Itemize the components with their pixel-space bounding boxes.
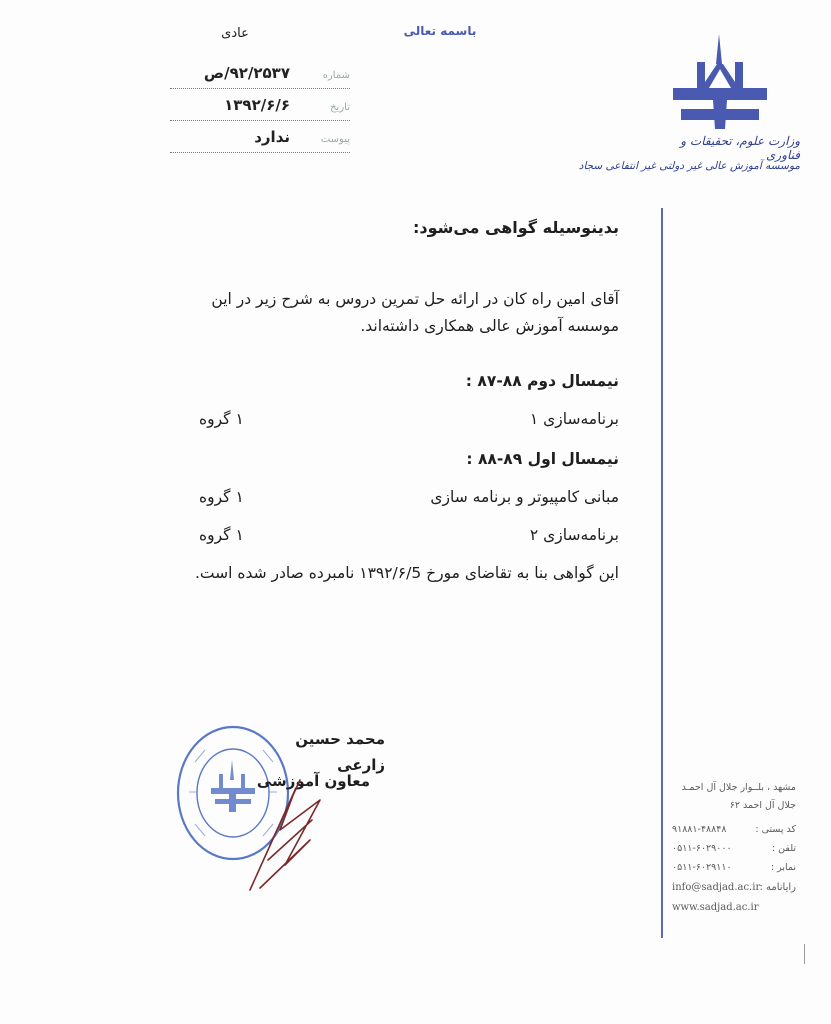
- date-value: ۱۳۹۲/۶/۶: [224, 96, 290, 114]
- handwritten-signature-icon: [240, 770, 330, 895]
- course-group: ۱ گروه: [199, 526, 244, 544]
- address-line-2: جلال آل احمد ۶۲: [729, 800, 796, 811]
- semester-heading-1: نیمسال دوم ۸۸-۸۷ :: [465, 372, 619, 390]
- number-value: ۹۲/۲۵۳۷/ص: [203, 64, 290, 82]
- signer-title: معاون آموزشی: [256, 772, 370, 790]
- phone-value: ۰۵۱۱-۶۰۲۹۰۰۰: [672, 843, 732, 854]
- website-row: [668, 902, 796, 916]
- course-name: برنامه‌سازی ۲: [529, 526, 619, 544]
- phone-row: [668, 843, 796, 854]
- certification-paragraph: آقای امین راه کان در ارائه حل تمرین دروس به شرح زیر در این موسسه آموزش عالی همکاری داشته‌اند.: [211, 290, 619, 336]
- email-link[interactable]: info@sadjad.ac.ir: [672, 882, 761, 893]
- course-group: ۱ گروه: [199, 410, 244, 428]
- postal-label: کد پستی :: [755, 824, 796, 835]
- date-label: تاریخ: [330, 102, 350, 113]
- fax-label: نمابر :: [770, 862, 796, 873]
- semester-heading-2: نیمسال اول ۸۹-۸۸ :: [466, 450, 619, 468]
- vertical-divider: [661, 208, 663, 938]
- signer-name: محمد حسین زارعی: [295, 730, 385, 775]
- fax-row: [668, 862, 796, 873]
- course-row: [199, 522, 619, 548]
- phone-label: تلفن :: [771, 843, 796, 854]
- number-label: شماره: [322, 70, 350, 81]
- certification-heading: بدینوسیله گواهی می‌شود:: [412, 218, 619, 237]
- ministry-name: وزارت علوم، تحقیقات و فناوری: [680, 134, 800, 162]
- closing-paragraph: این گواهی بنا به تقاضای مورخ ۱۳۹۲/۶/5 نامبرده صادر شده است.: [194, 564, 619, 582]
- postal-row: [668, 824, 796, 835]
- fax-value: ۰۵۱۱-۶۰۲۹۱۱۰: [672, 862, 732, 873]
- institute-logo-icon: [673, 34, 767, 129]
- institute-name: موسسه آموزش عالی غیر دولتی غیر انتفاعی سجاد: [578, 160, 800, 172]
- course-name: مبانی کامپیوتر و برنامه سازی: [430, 488, 619, 506]
- attachment-label: پیوست: [320, 134, 350, 145]
- course-group: ۱ گروه: [199, 488, 244, 506]
- attachment-row: [170, 128, 350, 153]
- postal-value: ۹۱۸۸۱-۴۸۸۴۸: [672, 824, 727, 835]
- basmeh-heading: باسمه تعالی: [403, 24, 477, 38]
- course-row: [199, 406, 619, 432]
- attachment-value: ندارد: [254, 128, 290, 146]
- address-line-1: مشهد ، بلــوار جلال آل احمـد: [681, 782, 796, 793]
- email-label: رایانامه :: [759, 882, 796, 893]
- priority-label: عادی: [221, 26, 249, 41]
- course-row: [199, 484, 619, 510]
- margin-tick: [804, 944, 805, 964]
- number-row: [170, 64, 350, 89]
- date-row: [170, 96, 350, 121]
- course-name: برنامه‌سازی ۱: [529, 410, 619, 428]
- email-row: [668, 882, 796, 896]
- website-link[interactable]: www.sadjad.ac.ir: [672, 902, 759, 913]
